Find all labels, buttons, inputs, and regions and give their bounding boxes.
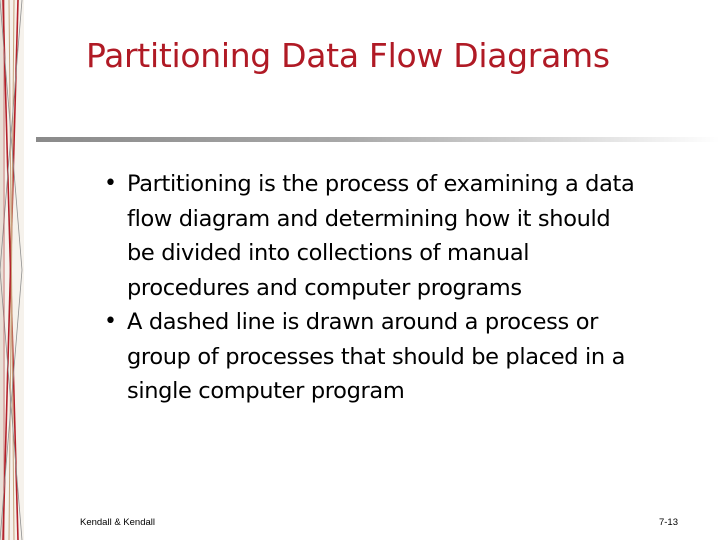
footer-author: Kendall & Kendall — [80, 517, 155, 528]
bullet-item — [104, 167, 704, 305]
title-divider — [36, 137, 720, 142]
bullet-item — [104, 305, 704, 409]
bullet-line: procedures and computer programs — [127, 274, 522, 301]
bullet-list — [104, 167, 704, 409]
bullet-line: be divided into collections of manual — [127, 240, 530, 266]
left-decorative-stripes — [0, 0, 24, 540]
bullet-marker: • — [104, 171, 117, 196]
bullet-line: group of processes that should be placed in a — [127, 343, 626, 370]
bullet-line: A dashed line is drawn around a process or — [127, 309, 599, 335]
footer-page-number: 7-13 — [658, 517, 678, 528]
slide-title: Partitioning Data Flow Diagrams — [86, 36, 610, 75]
bullet-line: Partitioning is the process of examining a data — [127, 171, 635, 197]
bullet-marker: • — [104, 309, 117, 334]
bullet-line: single computer program — [127, 378, 405, 404]
bullet-line: flow diagram and determining how it should — [127, 205, 611, 232]
